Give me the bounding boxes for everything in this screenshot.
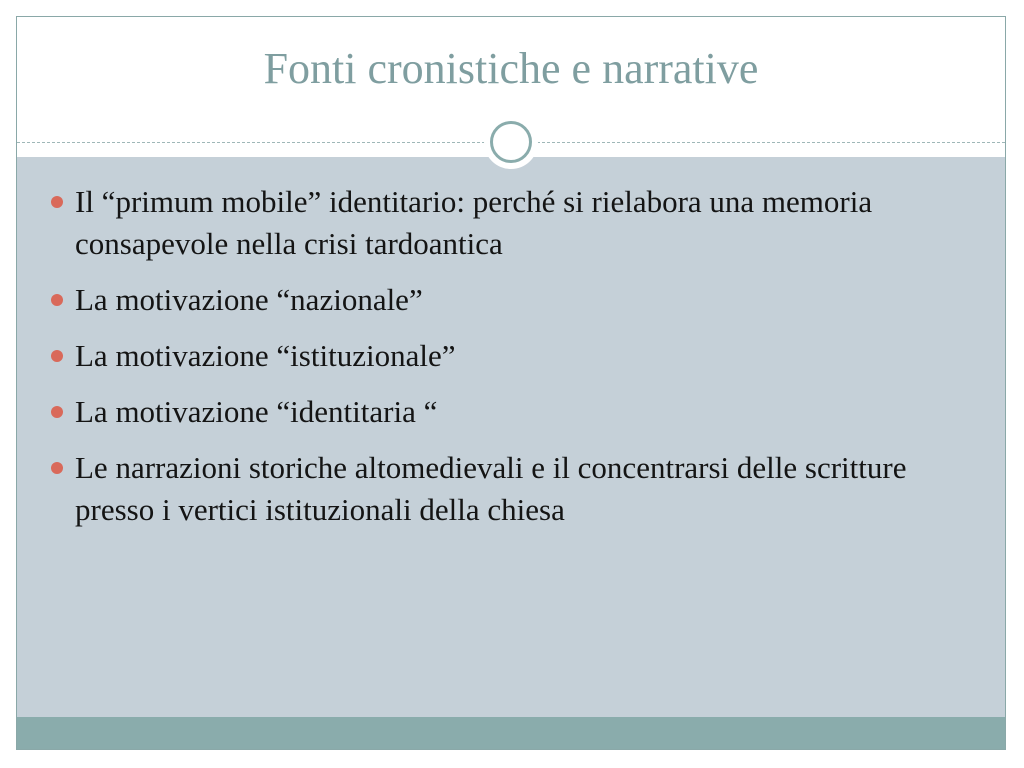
bullet-dot-icon [51, 196, 63, 208]
bullet-item [51, 279, 971, 321]
bullet-item [51, 447, 971, 531]
bullet-text: Il “primum mobile” identitario: perché si rielabora una memoria consapevole nella crisi tardoantica [75, 184, 873, 261]
bullet-item [51, 181, 971, 265]
bullet-dot-icon [51, 406, 63, 418]
circle-ring-icon [484, 115, 538, 169]
bullet-text: La motivazione “istituzionale” [75, 338, 456, 373]
slide-frame [16, 16, 1006, 750]
bullet-text: Le narrazioni storiche altomedievali e il concentrarsi delle scritture presso i vertici istituzionali della chiesa [75, 450, 907, 527]
bullet-item [51, 391, 971, 433]
bullet-text: La motivazione “identitaria “ [75, 394, 438, 429]
bullet-dot-icon [51, 462, 63, 474]
footer-band [17, 717, 1005, 750]
bullet-text: La motivazione “nazionale” [75, 282, 423, 317]
ornament-ring [490, 121, 532, 163]
bullet-list [51, 181, 971, 545]
slide-title: Fonti cronistiche e narrative [263, 44, 759, 93]
bullet-item [51, 335, 971, 377]
bullet-dot-icon [51, 294, 63, 306]
bullet-dot-icon [51, 350, 63, 362]
